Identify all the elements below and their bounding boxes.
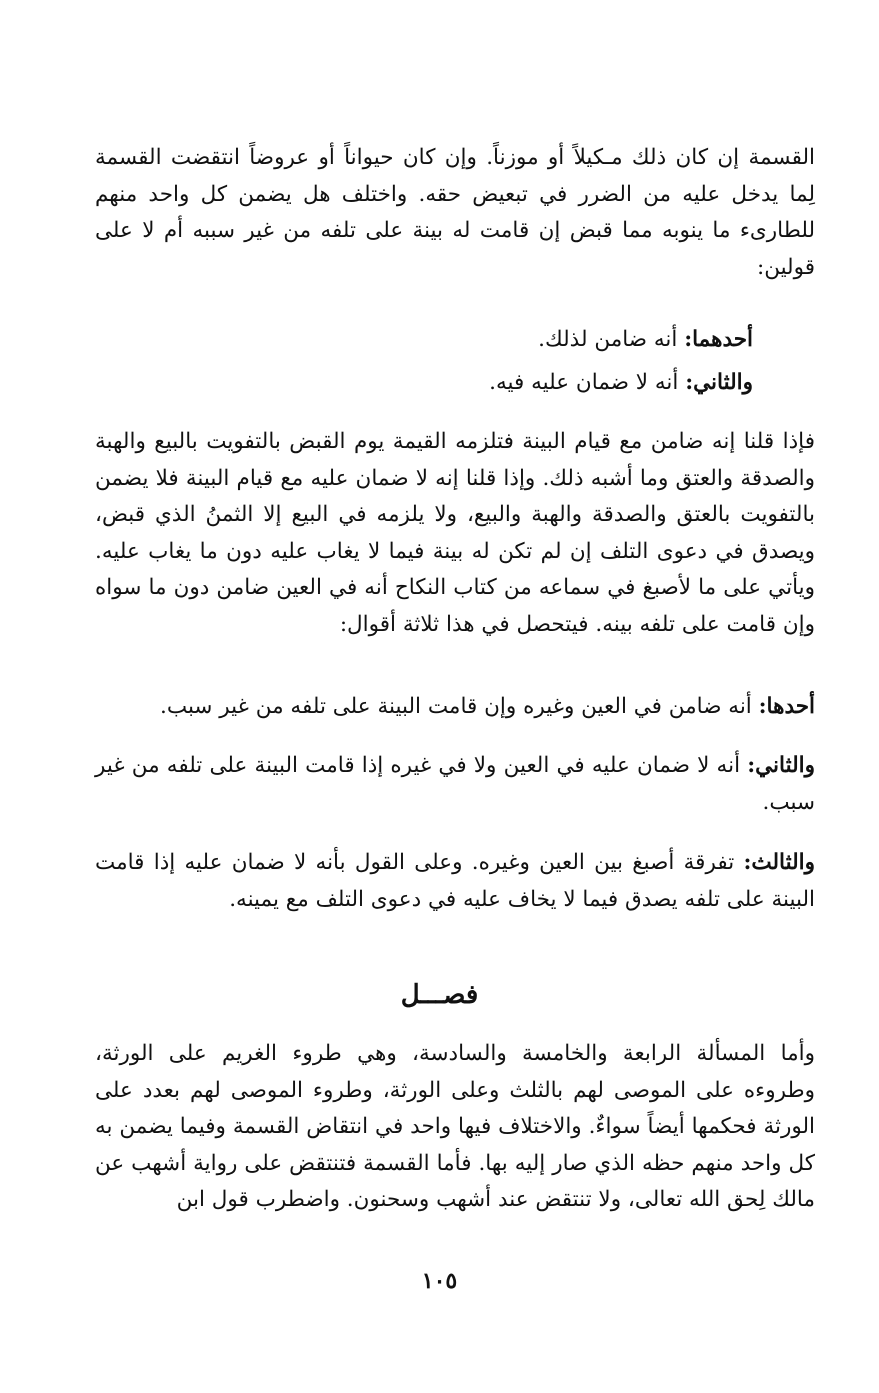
item-text: أنه لا ضمان عليه في العين ولا في غيره إذا قامت البينة على تلفه من غير سبب.	[95, 753, 815, 815]
paragraph-3: وأما المسألة الرابعة والخامسة والسادسة، وهي طروء الغريم على الورثة، وطروءه على الموصى لهم بالثلث وعلى الورثة، وطروء الموصى لهم بعدد على الورثة فحكمها أيضاً سواءٌ. والاختلاف فيها واحد في انتقاض القسمة وفيما يضمن به كل واحد منهم حظه الذي صار إليه بها. فأما القسمة فتنتقض على رواية أشهب عن مالك لِحق الله تعالى، ولا تنتقض عند أشهب وسحنون. واضطرب قول ابن	[95, 1041, 815, 1212]
item-label: والثاني:	[685, 370, 753, 395]
list-item-second-saying	[95, 748, 815, 821]
item-label: والثاني:	[747, 753, 815, 778]
paragraph-2: فإذا قلنا إنه ضامن مع قيام البينة فتلزمه القيمة يوم القبض بالتفويت بالبيع والهبة والصدقة والعتق وما أشبه ذلك. وإذا قلنا إنه لا ضمان عليه مع قيام البينة فلا يضمن بالتفويت بالعتق والصدقة والهبة والبيع، ولا يلزمه في البيع إلا الثمنُ الذي قبض، ويصدق في دعوى التلف إن لم تكن له بينة فيما لا يغاب عليه دون ما يغاب عليه. ويأتي على ما لأصبغ في سماعه من كتاب النكاح أنه في العين ضامن دون ما سواه وإن قامت على تلفه بينه. فيتحصل في هذا ثلاثة أقوال:	[95, 429, 815, 637]
list-item-first-opinion	[95, 322, 815, 359]
item-text: أنه لا ضمان عليه فيه.	[489, 370, 686, 395]
item-label: والثالث:	[743, 850, 815, 875]
list-item-first-saying	[95, 689, 815, 726]
list-item-third-saying	[95, 845, 815, 918]
item-label: أحدهما:	[684, 327, 753, 352]
item-text: أنه ضامن في العين وغيره وإن قامت البينة على تلفه من غير سبب.	[160, 694, 759, 719]
item-text: تفرقة أصبغ بين العين وغيره. وعلى القول بأنه لا ضمان عليه إذا قامت البينة على تلفه يصدق فيما لا يخاف عليه في دعوى التلف مع يمينه.	[95, 850, 815, 912]
paragraph-1: القسمة إن كان ذلك مـكيلاً أو موزناً. وإن كان حيواناً أو عروضاً انتقضت القسمة لِما يدخل عليه من الضرر في تبعيض حقه. واختلف هل يضمن كل واحد منهم للطارىء ما ينوبه مما قبض إن قامت له بينة على تلفه من غير سببه أم لا على قولين:	[95, 145, 815, 280]
item-label: أحدها:	[758, 694, 815, 719]
item-text: أنه ضامن لذلك.	[538, 327, 685, 352]
section-heading: فصـــل	[400, 980, 479, 1010]
list-item-second-opinion	[95, 365, 815, 402]
page-number: ١٠٥	[421, 1268, 458, 1294]
